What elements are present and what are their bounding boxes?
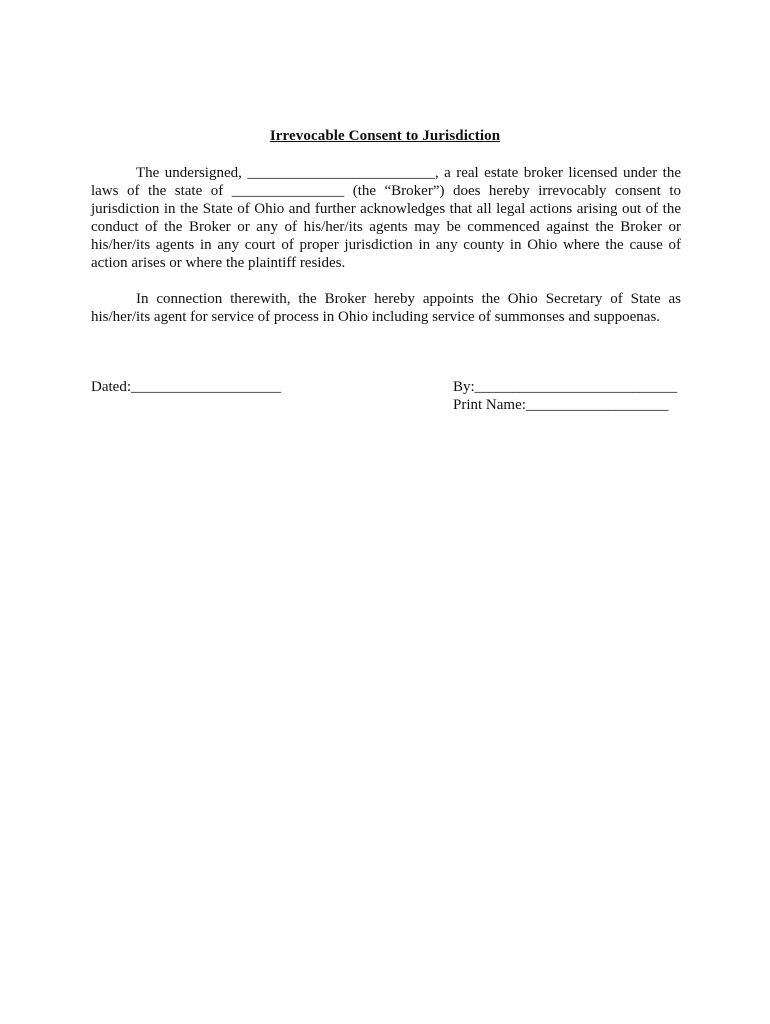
dated-field: Dated:____________________: [91, 379, 281, 395]
paragraph-line: In connection therewith, the Broker hereby appoints the Ohio Secretary of State as: [136, 291, 681, 307]
paragraph-consent: [91, 164, 681, 272]
paragraph-line: action arises or where the plaintiff resides.: [91, 255, 346, 271]
paragraph-line: The undersigned, _________________________, a real estate broker licensed under the: [136, 165, 681, 181]
paragraph-line: conduct of the Broker or any of his/her/its agents may be commenced against the Broker or: [91, 219, 681, 235]
document-title: Irrevocable Consent to Jurisdiction: [269, 128, 501, 144]
print-name-field: Print Name:___________________: [453, 397, 669, 413]
paragraph-line: laws of the state of _______________ (the “Broker”) does hereby irrevocably consent to: [91, 183, 681, 199]
paragraph-line: his/her/its agent for service of process in Ohio including service of summonses and suppoenas.: [91, 309, 661, 325]
paragraph-appointment: [91, 290, 681, 326]
paragraph-line: his/her/its agents in any court of proper jurisdiction in any county in Ohio where the cause of: [91, 237, 681, 253]
paragraph-line: jurisdiction in the State of Ohio and further acknowledges that all legal actions arising out of the: [91, 201, 681, 217]
signature-by-field: By:___________________________: [453, 379, 678, 395]
